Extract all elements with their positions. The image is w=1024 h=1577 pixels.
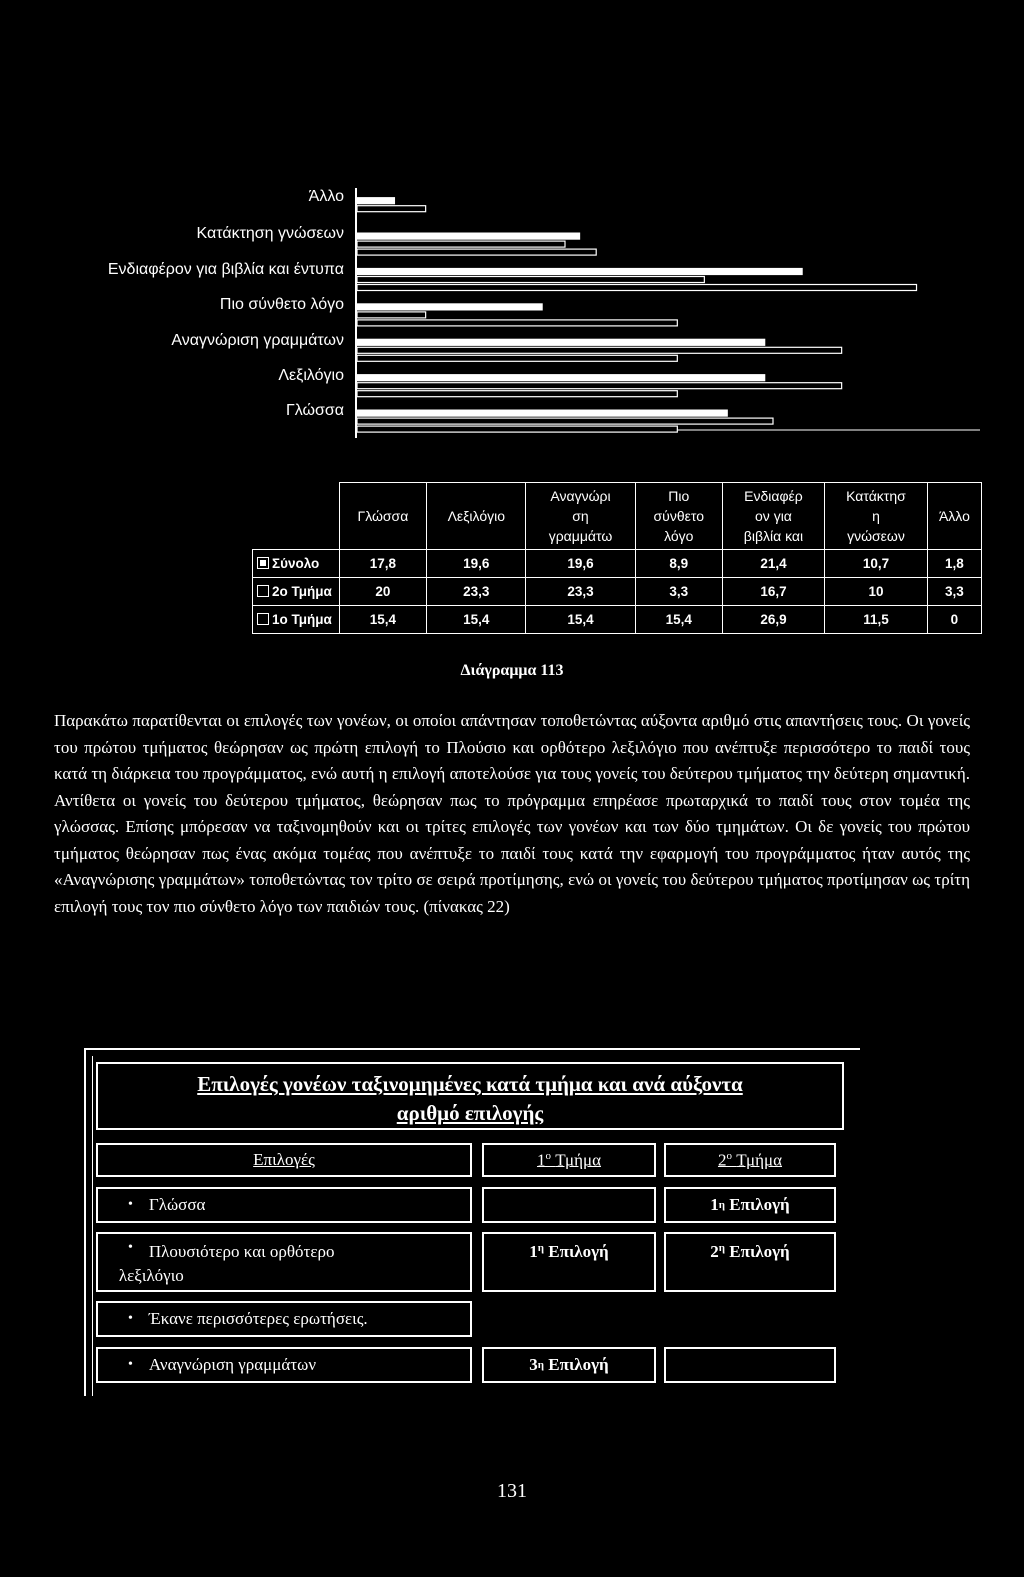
- table-cell: 3,3: [635, 578, 722, 606]
- choice-cell: • Αναγνώριση γραμμάτων: [96, 1347, 472, 1383]
- table-row: [96, 1187, 836, 1223]
- row-header: Σύνολο: [253, 550, 340, 578]
- choice-cell: • Πλουσιότερο και ορθότερο λεξιλόγιο: [96, 1232, 472, 1292]
- column-header: Γλώσσα: [339, 483, 427, 550]
- bar: [357, 375, 765, 381]
- table-cell: 17,8: [339, 550, 427, 578]
- table-cell: 26,9: [722, 606, 824, 634]
- bar: [357, 277, 704, 283]
- category-label: Άλλο: [308, 188, 344, 205]
- table-title: Επιλογές γονέων ταξινομημένες κατά τμήμα και ανά αύξοντα αριθμό επιλογής: [96, 1062, 844, 1130]
- header-class-2: $2^o$ Τμήμα: [664, 1143, 836, 1177]
- category-label: Αναγνώριση γραμμάτων: [171, 332, 344, 349]
- row-header: 2ο Τμήμα: [253, 578, 340, 606]
- bar: [357, 355, 677, 361]
- bar-chart: [0, 180, 1024, 440]
- bar: [357, 410, 727, 416]
- table-cell: 16,7: [722, 578, 824, 606]
- table-cell: 20: [339, 578, 427, 606]
- bar: [357, 426, 677, 432]
- bar: [357, 241, 565, 247]
- table-cell: 21,4: [722, 550, 824, 578]
- legend-swatch: [257, 557, 269, 569]
- bar: [357, 206, 426, 212]
- row-header: 1ο Τμήμα: [253, 606, 340, 634]
- bar: [357, 233, 580, 239]
- table-header-row: [96, 1143, 836, 1177]
- body-paragraph: Παρακάτω παρατίθενται οι επιλογές των γονέων, οι οποίοι απάντησαν τοποθετώντας αύξοντα αριθμό στις απαντήσεις τους. Οι γονείς του πρώτου τμήματος θεώρησαν ως πρώτη επιλογή το Πλούσιο και ορθότερο λεξιλόγιο που ανέπτυξε περισσότερο το παιδί τους κατά τη διάρκεια του προγράμματος, ενώ αυτή η επιλογή αποτελούσε για τους γονείς του δεύτερου τμήματος την δεύτερη σημαντική. Αντίθετα οι γονείς του δεύτερου τμήματος, θεώρησαν πως το πρόγραμμα επηρέασε πρωταρχικά το παιδί τους στον τομέα της γλώσσας. Επίσης μπόρεσαν να ταξινομηθούν και οι τρίτες επιλογές των γονέων και των δύο τμημάτων. Οι δε γονείς του πρώτου τμήματος θεώρησαν πως ένας ακόμα τομέας που ανέπτυξε το παιδί τους κατά την εφαρμογή του προγράμματος ήταν αυτός της «Αναγνώρισης γραμμάτων» τοποθετώντας τον τρίτο σε σειρά προτίμησης, ενώ οι γονείς του δεύτερου τμήματος προτίμησαν ως τρίτη επιλογή τους τον πιο σύνθετο λόγο των παιδιών τους. (πίνακας 22): [54, 711, 970, 916]
- bullet-icon: •: [128, 1240, 133, 1255]
- table-cell: 15,4: [526, 606, 635, 634]
- table-cell: 15,4: [427, 606, 526, 634]
- bar: [357, 249, 596, 255]
- table-row: [96, 1232, 836, 1292]
- bar: [357, 347, 842, 353]
- bar: [357, 391, 677, 397]
- table-row: [253, 550, 982, 578]
- header-choices: Επιλογές: [96, 1143, 472, 1177]
- column-header: Πιο σύνθετο λόγο: [635, 483, 722, 550]
- table-cell: 15,4: [635, 606, 722, 634]
- bullet-icon: •: [128, 1311, 133, 1326]
- legend-swatch: [257, 585, 269, 597]
- bar: [357, 418, 773, 424]
- class-2-cell: 2 $^\eta$ Επιλογή: [664, 1232, 836, 1292]
- class-2-cell: [664, 1347, 836, 1383]
- table-cell: 19,6: [526, 550, 635, 578]
- bullet-icon: •: [128, 1357, 133, 1372]
- legend-swatch: [257, 613, 269, 625]
- table-corner: [253, 483, 340, 550]
- bar: [357, 383, 842, 389]
- table-cell: 15,4: [339, 606, 427, 634]
- figure-caption: Διάγραμμα 113: [460, 662, 564, 679]
- bullet-icon: •: [128, 1197, 133, 1212]
- choice-cell: • Γλώσσα: [96, 1187, 472, 1223]
- category-label: Πιο σύνθετο λόγο: [219, 296, 344, 313]
- category-label: Γλώσσα: [285, 402, 344, 419]
- class-1-cell: [482, 1187, 656, 1223]
- table-row: [253, 578, 982, 606]
- class-1-cell: 3 η Επιλογή: [482, 1347, 656, 1383]
- column-header: Ενδιαφέρ ον για βιβλία και: [722, 483, 824, 550]
- table-header-row: [253, 483, 982, 550]
- table-cell: 23,3: [427, 578, 526, 606]
- bar: [357, 285, 917, 291]
- class-2-cell: 1 η Επιλογή: [664, 1187, 836, 1223]
- bar: [357, 339, 765, 345]
- table-row: [96, 1301, 836, 1337]
- chart-data-table: [252, 482, 982, 634]
- table-cell: 0: [927, 606, 981, 634]
- table-cell: 8,9: [635, 550, 722, 578]
- table-cell: 1,8: [927, 550, 981, 578]
- header-class-1: $1^o$ Τμήμα: [482, 1143, 656, 1177]
- column-header: Αναγνώρι ση γραμμάτω: [526, 483, 635, 550]
- column-header: Λεξιλόγιο: [427, 483, 526, 550]
- column-header: Κατάκτησ η γνώσεων: [825, 483, 928, 550]
- table-cell: 10: [825, 578, 928, 606]
- table-cell: 11,5: [825, 606, 928, 634]
- table-cell: 23,3: [526, 578, 635, 606]
- column-header: Άλλο: [927, 483, 981, 550]
- choice-cell: • Έκανε περισσότερες ερωτήσεις.: [96, 1301, 472, 1337]
- table-cell: 10,7: [825, 550, 928, 578]
- page-number: 131: [497, 1480, 527, 1502]
- bar: [357, 269, 802, 275]
- category-label: Κατάκτηση γνώσεων: [196, 225, 344, 242]
- table-cell: 3,3: [927, 578, 981, 606]
- table-row: [96, 1347, 836, 1383]
- bar: [357, 304, 542, 310]
- bar: [357, 320, 677, 326]
- table-row: [253, 606, 982, 634]
- category-label: Ενδιαφέρον για βιβλία και έντυπα: [107, 261, 344, 278]
- class-1-cell: 1 $^\eta$ Επιλογή: [482, 1232, 656, 1292]
- bar: [357, 312, 426, 318]
- category-label: Λεξιλόγιο: [278, 367, 344, 384]
- bar: [357, 198, 394, 204]
- chart-plot-area: [0, 180, 1024, 440]
- table-cell: 19,6: [427, 550, 526, 578]
